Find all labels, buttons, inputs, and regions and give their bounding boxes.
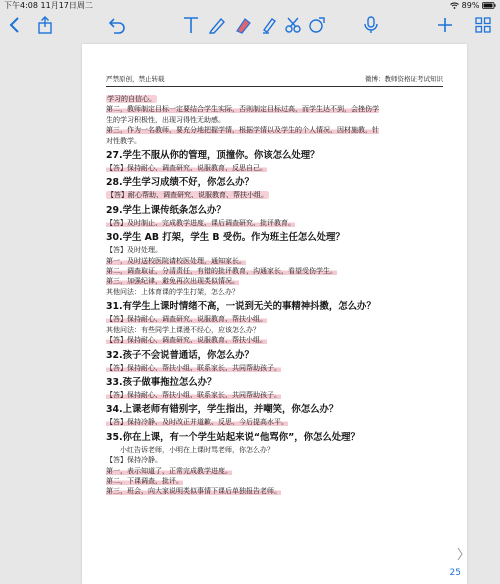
page-content — [106, 94, 449, 497]
text-tool-icon[interactable] — [180, 14, 202, 36]
answer-line: 【答】及时制止、完成教学进度、课后调查研究、批评教育。 — [106, 218, 295, 227]
question-heading: 34.上课老师有错别字，学生指出，并嘲笑，你怎么办？ — [106, 404, 339, 416]
question-heading: 31.有学生上课时情绪不高，一说到无关的事精神抖擞，怎么办？ — [106, 301, 376, 313]
question-heading: 29.学生上课传纸条怎么办？ — [106, 204, 226, 216]
question-heading: 35.你在上课，有一个学生站起来说“他骂你”，你怎么处理？ — [106, 431, 360, 443]
question-heading: 32.孩子不会说普通话，你怎么办？ — [106, 349, 254, 361]
question-heading: 27.学生不服从你的管理，顶撞你。你该怎么处理？ — [106, 150, 320, 162]
document-page[interactable] — [82, 44, 467, 584]
pen-icon[interactable] — [206, 14, 228, 36]
wifi-icon — [450, 1, 462, 10]
answer-line: 其他问法：上体育课的学生打架，怎么办？ — [106, 287, 239, 296]
question-heading: 33.孩子做事拖拉怎么办？ — [106, 376, 217, 388]
share-icon[interactable] — [34, 14, 56, 36]
answer-line: 【答】保持耐心、调查研究、说服教育、帮扶小组。 — [106, 336, 267, 345]
status-time-date — [4, 0, 93, 12]
answer-line: 【答】保持耐心、调查研究、说服教育、反思自己。 — [106, 164, 267, 173]
answer-line: 【答】及时处理。 — [106, 246, 162, 255]
chevron-left-icon[interactable] — [4, 14, 26, 36]
answer-line: 第三，班会，向大家说明类似事情下课后单独报告老师。 — [106, 487, 281, 496]
answer-line: 【答】保持耐心、调查研究、说服教育、帮扶小组。 — [106, 315, 267, 324]
battery-level: 89% — [461, 1, 480, 10]
text-line: 生的学习积极性，出现习得性无助感。 — [106, 115, 225, 124]
answer-line: 第一，表示知道了，正常完成教学进度。 — [106, 466, 232, 475]
question-heading: 28.学生学习成绩不好，你怎么办？ — [106, 177, 254, 189]
answer-line: 【答】耐心帮助、调查研究、说服教育、帮扶小组。 — [107, 191, 268, 200]
answer-line: 【答】保持冷静。 — [106, 456, 162, 465]
answer-line: 第二，下课调查，批评。 — [106, 476, 183, 485]
text-line: 第三，作为一名教师，要充分地把握学情，根据学情以及学生的个人情况，因材施教，针 — [106, 126, 379, 135]
undo-icon[interactable] — [106, 14, 128, 36]
lasso-icon[interactable] — [282, 14, 304, 36]
scroll-handle[interactable] — [457, 546, 463, 560]
answer-line: 【答】保持耐心、帮扶小组、联系家长、共同帮助孩子。 — [106, 390, 281, 399]
question-heading: 30.学生 AB 打架，学生 B 受伤。作为班主任怎么处理？ — [106, 232, 345, 244]
eraser-icon[interactable] — [232, 14, 254, 36]
answer-line: 第三，加强纪律，避免再次出现类似情况。 — [106, 277, 239, 286]
status-time: 下午4:08 — [4, 1, 38, 10]
answer-line: 第一，及时送校医院请校医处理，通知家长。 — [106, 256, 246, 265]
add-icon[interactable] — [434, 14, 456, 36]
answer-line: 小红告诉老师，小明在上课时骂老师，你怎么办？ — [120, 445, 274, 454]
microphone-icon[interactable] — [360, 14, 382, 36]
answer-line: 其他问法：有些同学上课漫不经心，应该怎么办？ — [106, 325, 260, 334]
status-bar — [0, 0, 500, 12]
answer-line: 【答】保持耐心、帮扶小组、联系家长、共同帮助孩子。 — [106, 363, 281, 372]
text-line: 对性教学。 — [106, 136, 141, 145]
grid-icon[interactable] — [472, 14, 494, 36]
page-header — [106, 74, 443, 87]
answer-line: 第二，调查取证，分清责任，有错的批评教育，沟通家长，看望受伤学生。 — [106, 267, 337, 276]
status-date: 11月17日周二 — [40, 1, 93, 10]
answer-line: 【答】保持冷静、及时改正并道歉、反思、今后提高水平。 — [106, 418, 288, 427]
text-line: 学习的自信心。 — [107, 95, 156, 103]
highlighter-icon[interactable] — [258, 14, 280, 36]
text-line: 第二，教师制定目标一定要结合学生实际，否则制定目标过高，而学生达不到，会挫伤学 — [106, 105, 379, 114]
header-right: 微博：教师资格证考试知识 — [365, 75, 443, 83]
toolbar — [0, 12, 500, 40]
battery-icon — [482, 1, 496, 10]
shapes-icon[interactable] — [306, 14, 328, 36]
page-number: 25 — [449, 568, 461, 578]
header-left: 严禁原创，禁止转载 — [106, 75, 165, 83]
status-right — [450, 0, 496, 12]
